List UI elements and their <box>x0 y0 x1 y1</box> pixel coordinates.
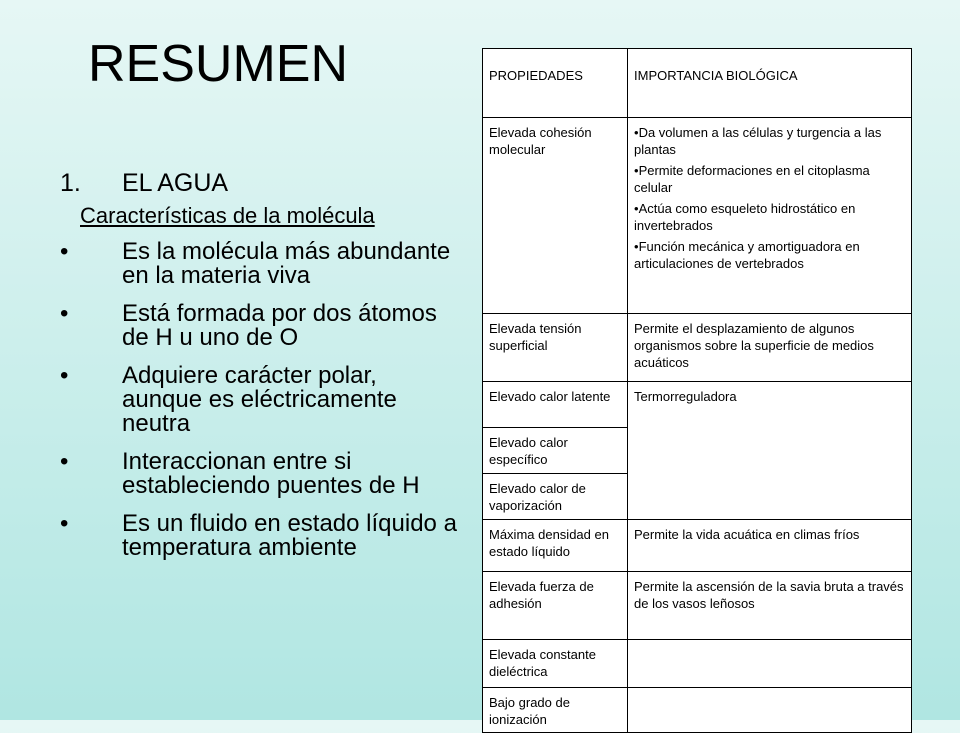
importance-cell <box>628 118 912 314</box>
importance-cell <box>628 688 912 733</box>
importance-cell: Permite la vida acuática en climas fríos <box>628 520 912 572</box>
table-row <box>483 118 912 314</box>
bullet-marker: • <box>60 362 69 389</box>
importance-cell: Permite la ascensión de la savia bruta a través de los vasos leñosos <box>628 572 912 640</box>
bullet-marker: • <box>60 448 69 475</box>
column-header-importance: IMPORTANCIA BIOLÓGICA <box>628 49 912 118</box>
section-subtitle: Características de la molécula <box>80 203 375 228</box>
properties-table <box>482 48 912 733</box>
table-header-row <box>483 49 912 118</box>
table-row <box>483 520 912 572</box>
table-row <box>483 688 912 733</box>
bullet-text: Adquiere carácter polar, aunque es eléctricamente neutra <box>122 362 397 437</box>
bullet-text: Interaccionan entre si estableciendo puentes de H <box>122 448 420 499</box>
importance-cell: Permite el desplazamiento de algunos organismos sobre la superficie de medios acuáticos <box>628 314 912 382</box>
section-heading-text: EL AGUA <box>122 169 229 197</box>
importance-cell <box>628 640 912 688</box>
property-cell: Elevada fuerza de adhesión <box>483 572 628 640</box>
property-cell: Elevado calor latente <box>483 382 628 428</box>
table-row <box>483 640 912 688</box>
bullet-item <box>60 240 460 288</box>
property-cell: Bajo grado de ionización <box>483 688 628 733</box>
property-cell: Elevado calor de vaporización <box>483 474 628 520</box>
table-row <box>483 572 912 640</box>
bullet-text: Está formada por dos átomos de H u uno de O <box>122 300 437 351</box>
bullet-marker: • <box>60 510 69 537</box>
table-row <box>483 314 912 382</box>
importance-list-item: • Permite deformaciones en el citoplasma celular <box>634 162 905 196</box>
importance-cell: Termorreguladora <box>628 382 912 520</box>
importance-list-item: • Actúa como esqueleto hidrostático en invertebrados <box>634 200 905 234</box>
property-cell: Elevada constante dieléctrica <box>483 640 628 688</box>
bullet-item <box>60 302 460 350</box>
bullet-item <box>60 512 460 560</box>
section-number: 1. <box>60 169 81 197</box>
bullet-text: Es un fluido en estado líquido a temperatura ambiente <box>122 510 457 561</box>
importance-list <box>634 124 905 272</box>
importance-list-item: • Función mecánica y amortiguadora en articulaciones de vertebrados <box>634 238 905 272</box>
bullet-text: Es la molécula más abundante en la materia viva <box>122 238 451 289</box>
bullet-marker: • <box>60 300 69 327</box>
importance-list-item: • Da volumen a las células y turgencia a las plantas <box>634 124 905 158</box>
property-cell: Elevada tensión superficial <box>483 314 628 382</box>
column-header-properties: PROPIEDADES <box>483 49 628 118</box>
slide-title: RESUMEN <box>88 35 349 93</box>
bullet-item <box>60 450 460 498</box>
section-heading <box>60 168 460 198</box>
property-cell: Elevado calor específico <box>483 428 628 474</box>
table-row <box>483 382 912 428</box>
property-cell: Máxima densidad en estado líquido <box>483 520 628 572</box>
bullet-marker: • <box>60 238 69 265</box>
property-cell: Elevada cohesión molecular <box>483 118 628 314</box>
bullet-item <box>60 364 460 436</box>
water-summary <box>60 168 460 574</box>
